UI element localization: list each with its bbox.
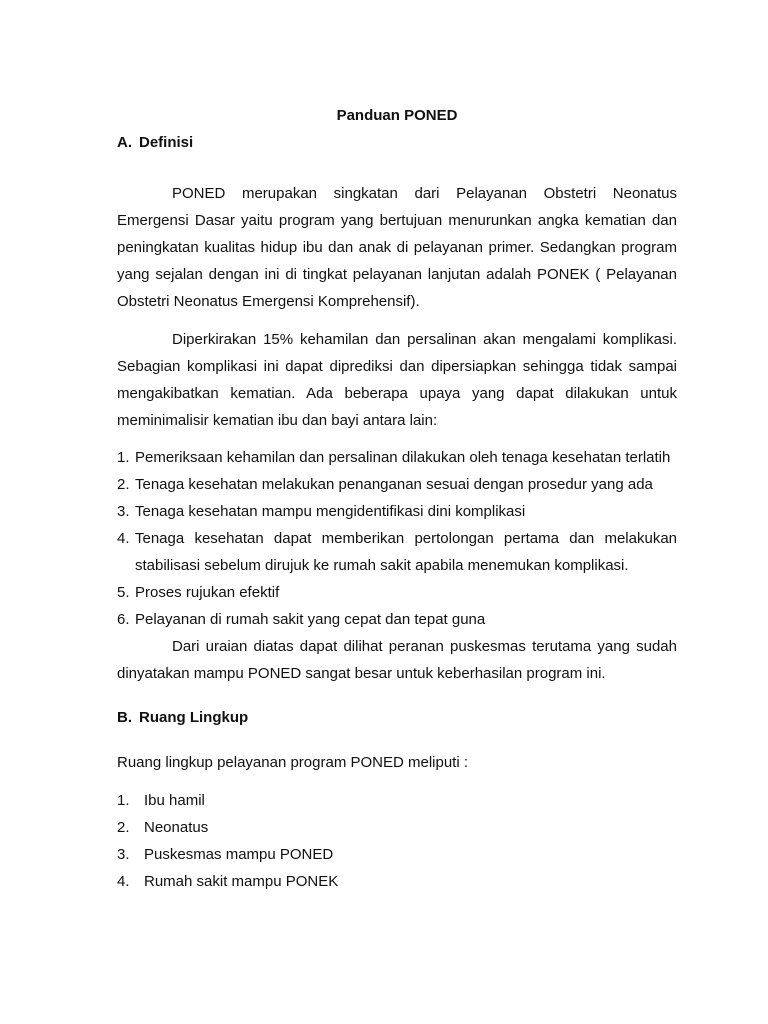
list-item-text: Tenaga kesehatan melakukan penanganan sesuai dengan prosedur yang ada	[135, 476, 653, 493]
list-item-number: 6.	[117, 611, 130, 628]
effort-list	[117, 444, 677, 633]
list-item-text: Proses rujukan efektif	[135, 584, 280, 601]
list-item	[117, 606, 677, 633]
list-item-text: Tenaga kesehatan mampu mengidentifikasi dini komplikasi	[135, 503, 526, 520]
list-item-number: 2.	[117, 476, 130, 493]
scope-intro: Ruang lingkup pelayanan program PONED meliputi :	[117, 754, 469, 771]
list-item	[117, 787, 677, 814]
list-item	[117, 868, 677, 895]
definition-paragraph-2: Diperkirakan 15% kehamilan dan persalinan akan mengalami komplikasi. Sebagian komplikasi ini dapat diprediksi dan dipersiapkan sehingga tidak sampai mengakibatkan kematian. Ada beberapa upaya yang dapat dilakukan untuk meminimalisir kematian ibu dan bayi antara lain:	[117, 331, 677, 429]
list-item-number: 1.	[117, 449, 130, 466]
section-a-title: Definisi	[139, 134, 194, 151]
list-item-text: Rumah sakit mampu PONEK	[144, 873, 339, 890]
list-item-number: 4.	[117, 530, 130, 547]
definition-paragraph-3: Dari uraian diatas dapat dilihat peranan puskesmas terutama yang sudah dinyatakan mampu PONED sangat besar untuk keberhasilan program ini.	[117, 638, 677, 682]
list-item	[117, 579, 677, 606]
list-item	[117, 814, 677, 841]
list-item-text: Ibu hamil	[144, 792, 205, 809]
document-title: Panduan PONED	[336, 107, 458, 124]
list-item	[117, 471, 677, 498]
list-item-number: 3.	[117, 846, 130, 863]
list-item	[117, 525, 677, 579]
list-item-text: Pemeriksaan kehamilan dan persalinan dilakukan oleh tenaga kesehatan terlatih	[135, 449, 671, 466]
section-b-title: Ruang Lingkup	[139, 709, 249, 726]
list-item	[117, 444, 677, 471]
section-b-number: B.	[117, 709, 132, 726]
list-item-number: 2.	[117, 819, 130, 836]
section-b-heading	[117, 708, 677, 728]
list-item-number: 4.	[117, 873, 130, 890]
list-item-number: 5.	[117, 584, 130, 601]
section-a-heading	[117, 133, 677, 153]
list-item-text: Neonatus	[144, 819, 209, 836]
section-a-number: A.	[117, 134, 132, 151]
list-item-text: Pelayanan di rumah sakit yang cepat dan tepat guna	[135, 611, 486, 628]
definition-paragraph-1: PONED merupakan singkatan dari Pelayanan Obstetri Neonatus Emergensi Dasar yaitu program yang bertujuan menurunkan angka kematian dan peningkatan kualitas hidup ibu dan anak di pelayanan primer. Sedangkan program yang sejalan dengan ini di tingkat pelayanan lanjutan adalah PONEK ( Pelayanan Obstetri Neonatus Emergensi Komprehensif).	[117, 185, 677, 310]
list-item-number: 1.	[117, 792, 130, 809]
list-item	[117, 841, 677, 868]
list-item-number: 3.	[117, 503, 130, 520]
list-item-text: Puskesmas mampu PONED	[144, 846, 334, 863]
document-body	[117, 106, 677, 895]
list-item-text: Tenaga kesehatan dapat memberikan pertolongan pertama dan melakukan stabilisasi sebelum dirujuk ke rumah sakit apabila menemukan komplikasi.	[135, 530, 677, 574]
scope-list	[117, 787, 677, 895]
list-item	[117, 498, 677, 525]
